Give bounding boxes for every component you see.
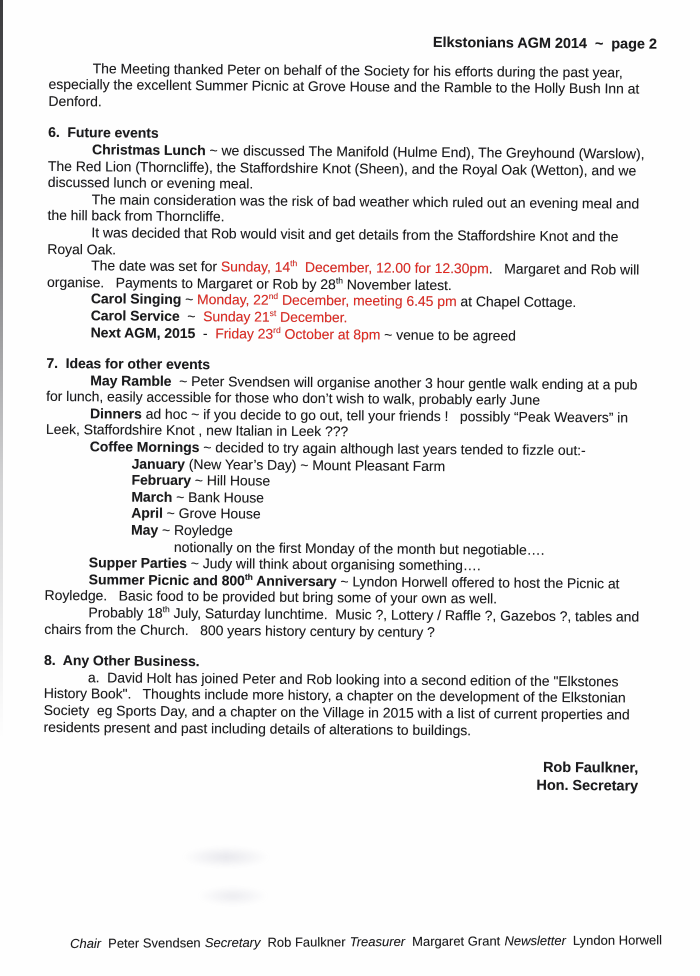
- text-segment: April: [131, 505, 163, 522]
- text-segment: January: [131, 455, 186, 472]
- document-content: [0, 32, 700, 797]
- paragraph-picnic-details: [44, 604, 653, 642]
- footer-role-label: Newsletter: [504, 932, 566, 949]
- text-segment: October at 8pm: [280, 325, 381, 343]
- text-segment: . Margaret and Rob will organise. Payments to Margaret or Rob by 28: [46, 260, 644, 292]
- text-segment: December, 12.00 for 12.30pm: [297, 258, 489, 277]
- paragraph-date-set: [47, 257, 656, 295]
- text-segment: ~ Royledge: [158, 521, 233, 539]
- text-segment: December.: [276, 308, 348, 326]
- signature-role: Hon. Secretary: [536, 777, 639, 795]
- text-segment: Dinners: [89, 405, 142, 422]
- text-segment: (New Year’s Day) ~ Mount Pleasant Farm: [184, 455, 446, 474]
- footer-role-label: Secretary: [204, 934, 261, 951]
- text-segment: ~ Lyndon Horwell offered to host the Picnic at Royledge. Basic food to be provided but bring some of your own as well.: [44, 573, 624, 607]
- text-segment: May: [131, 521, 159, 538]
- footer-person-name: Rob Faulkner: [267, 934, 346, 950]
- footer-person-name: Margaret Grant: [412, 933, 501, 949]
- text-segment: Friday 23: [215, 324, 274, 342]
- footer-person-name: Lyndon Horwell: [572, 932, 663, 948]
- text-segment: ~ Grove House: [162, 505, 261, 523]
- text-segment: Carol Service: [90, 307, 180, 324]
- scan-smudge: [182, 846, 270, 868]
- text-segment: ~ decided to try again although last years tended to fizzle out:-: [199, 439, 586, 459]
- text-segment: The date was set for: [91, 257, 221, 275]
- footer-person-name: Peter Svendsen: [108, 935, 201, 951]
- text-segment: The Meeting thanked Peter on behalf of the Society for his efforts during the past year, especially the excellent Summer Picnic at Grove House and the Ramble to the Holly Bush Inn at Denford.: [48, 59, 644, 110]
- text-segment: th: [335, 275, 343, 286]
- text-segment: th: [244, 571, 253, 582]
- text-segment: Summer Picnic and 800: [88, 571, 245, 589]
- paragraph-weather: [47, 191, 656, 229]
- text-segment: ~ Bank House: [172, 488, 264, 506]
- text-segment: nd: [268, 291, 279, 302]
- text-segment: -: [195, 324, 216, 341]
- text-segment: Probably 18: [88, 604, 163, 621]
- signature-name: Rob Faulkner,: [542, 759, 639, 777]
- text-segment: ~: [181, 291, 198, 308]
- footer-credits: [70, 932, 662, 951]
- scan-smudge: [198, 886, 268, 906]
- text-segment: ~: [179, 307, 204, 325]
- paragraph-next-agm: [47, 323, 656, 344]
- paragraph-may-ramble: [46, 372, 655, 410]
- text-segment: Sunday 21: [203, 308, 270, 325]
- text-segment: rd: [273, 324, 281, 335]
- text-segment: 8. Any Other Business.: [44, 652, 200, 670]
- footer-credit-secretary: [205, 934, 346, 950]
- text-segment: th: [290, 258, 298, 269]
- text-segment: November latest.: [342, 275, 452, 293]
- text-segment: Monday, 22: [197, 291, 269, 308]
- text-segment: Next AGM, 2015: [90, 323, 196, 341]
- text-segment: Sunday, 14: [220, 258, 291, 275]
- text-segment: ~ Peter Svendsen will organise another 3 hour gentle walk ending at a pub for lunch, easily accessible for those who don’t wish to walk, probably early June: [46, 372, 642, 409]
- paragraph-thanks: [48, 60, 657, 115]
- text-segment: 6. Future events: [48, 124, 159, 142]
- text-segment: February: [131, 471, 192, 489]
- text-segment: ~ Judy will think about organising something….: [186, 555, 481, 574]
- paragraph-rob-visit: [47, 224, 656, 262]
- document-body: [43, 60, 657, 740]
- text-segment: Carol Singing: [90, 290, 182, 308]
- footer-credit-newsletter: [504, 932, 662, 948]
- text-segment: ad hoc ~ if you decide to go out, tell your friends ! possibly “Peak Weavers” in Leek, Staffordshire Knot , new Italian in Leek ???: [45, 405, 632, 440]
- text-segment: Christmas Lunch: [92, 141, 206, 159]
- text-segment: a. David Holt has joined Peter and Rob looking into a second edition of the "Elkstones History Book". Thoughts include more history, a chapter on the development of the Elkstonian Society eg Sports Day, and a chapter on the Village in 2015 with a list of current properties and residents present and past including details of alterations to buildings.: [43, 669, 634, 738]
- text-segment: at Chapel Cottage.: [456, 293, 577, 311]
- footer-role-label: Chair: [70, 935, 102, 951]
- text-segment: th: [162, 604, 170, 615]
- text-segment: Supper Parties: [88, 554, 188, 572]
- text-segment: March: [131, 488, 173, 505]
- text-segment: It was decided that Rob would visit and get details from the Staffordshire Knot and the Royal Oak.: [47, 224, 623, 257]
- text-segment: The main consideration was the risk of bad weather which ruled out an evening meal and the hill back from Thorncliffe.: [47, 191, 644, 225]
- text-segment: ~ venue to be agreed: [380, 326, 516, 344]
- text-segment: ~ we discussed The Manifold (Hulme End), The Greyhound (Warslow), The Red Lion (Thorncliffe), the Staffordshire Knot (Sheen), and the Royal Oak (Wetton), and we discussed lunch or evening meal.: [47, 142, 649, 192]
- text-segment: July, Saturday lunchtime. Music ?, Lottery / Raffle ?, Gazebos ?, tables and chairs from the Church. 800 years history century by century ?: [44, 604, 644, 640]
- paragraph-christmas-lunch: [48, 141, 657, 196]
- paragraph-summer-picnic: [45, 571, 654, 609]
- text-segment: notionally on the first Monday of the month but negotiable….: [173, 538, 545, 558]
- text-segment: ~ Hill House: [190, 472, 271, 489]
- text-segment: st: [269, 307, 277, 318]
- text-segment: May Ramble: [90, 371, 172, 389]
- paragraph-dinners: [46, 405, 655, 443]
- text-segment: December, meeting 6.45 pm: [278, 292, 457, 310]
- text-segment: Anniversary: [252, 572, 337, 590]
- footer-credit-treasurer: [350, 933, 501, 949]
- paragraph-history-book: [43, 669, 653, 740]
- page-header: Elkstonians AGM 2014 ~ page 2: [432, 34, 657, 53]
- footer-credit-chair: [70, 935, 201, 951]
- text-segment: Coffee Mornings: [89, 438, 200, 456]
- signature-block: [43, 756, 652, 796]
- footer-role-label: Treasurer: [349, 933, 406, 950]
- text-segment: 7. Ideas for other events: [46, 354, 211, 373]
